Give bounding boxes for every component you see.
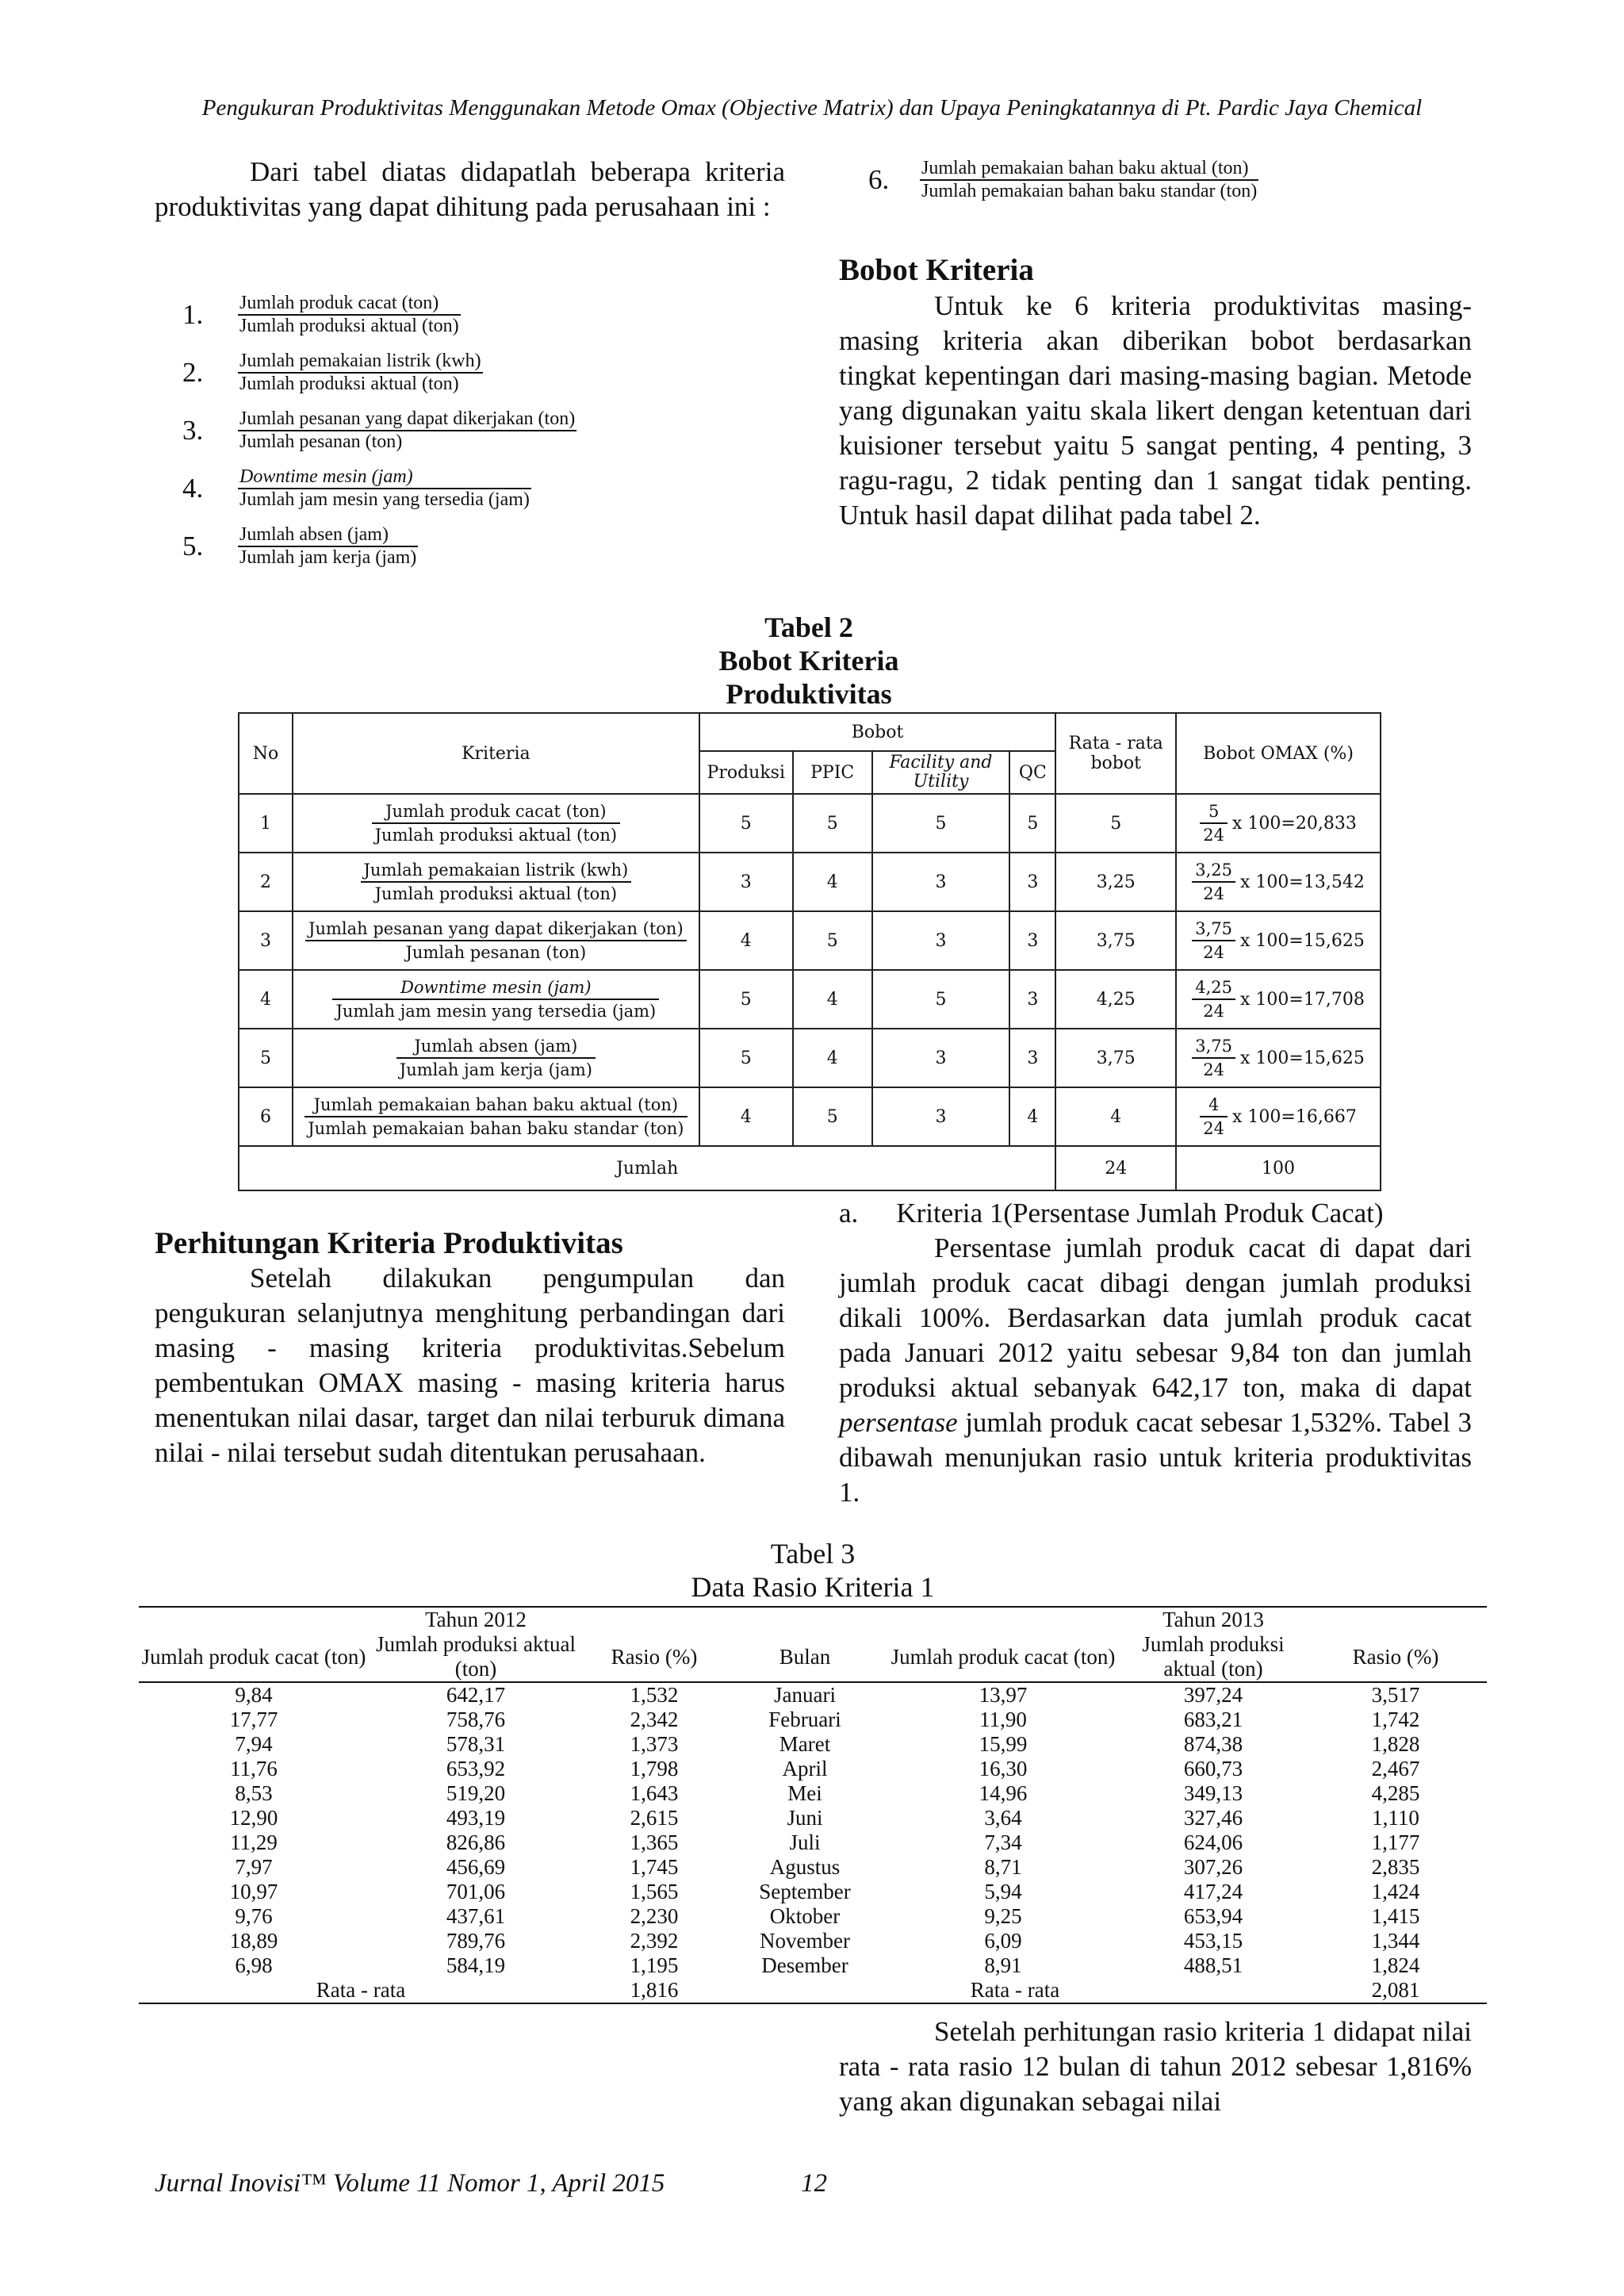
cell-ppic: 5 (793, 911, 872, 970)
cell: November (760, 1929, 850, 1953)
cell: 584,19 (446, 1953, 506, 1977)
cell-kriteria (293, 970, 699, 1029)
cell: 1,415 (1371, 1904, 1420, 1928)
cell: Juni (787, 1806, 823, 1830)
cell: 437,61 (446, 1904, 506, 1928)
cell: 4,285 (1371, 1781, 1420, 1805)
caption-line: Data Rasio Kriteria 1 (691, 1571, 935, 1603)
cell: April (782, 1757, 828, 1780)
cell-rata: 3,75 (1055, 1029, 1176, 1087)
cell: 7,97 (235, 1855, 273, 1879)
cell: 2,230 (630, 1904, 679, 1928)
cell-facility: 5 (872, 970, 1010, 1029)
cell-rata: 3,75 (1055, 911, 1176, 970)
kriteria1-text: jumlah produk cacat sebesar 1,532%. Tabel 3 dibawah menunjukan rasio untuk kriteria produktivitas 1. (839, 1407, 1473, 1508)
cell-kriteria (293, 1029, 699, 1087)
cell-rata: 4,25 (1055, 970, 1176, 1029)
criteria-item (182, 286, 658, 343)
cell: 417,24 (1183, 1880, 1243, 1903)
cell: 1,373 (630, 1732, 679, 1756)
fraction-denominator: 24 (1203, 1060, 1225, 1079)
cell: Agustus (769, 1855, 841, 1879)
header-kriteria: Kriteria (293, 713, 699, 794)
table-row (139, 1757, 1487, 1781)
table-row (239, 794, 1381, 853)
table-row (139, 1953, 1487, 1978)
fraction-numerator: Jumlah pemakaian listrik (kwh) (361, 861, 632, 883)
cell: Maret (779, 1732, 831, 1756)
cell: 493,19 (446, 1806, 506, 1830)
fraction-denominator: Jumlah jam mesin yang tersedia (jam) (335, 1002, 657, 1021)
cell: 1,824 (1371, 1953, 1420, 1977)
header-rata: Rata - rata bobot (1055, 713, 1176, 794)
cell-jumlah-omax: 100 (1176, 1146, 1381, 1190)
criteria-fraction (238, 351, 483, 395)
cell: 1,565 (630, 1880, 679, 1903)
cell: 2,615 (630, 1806, 679, 1830)
criteria-number: 1. (182, 298, 204, 330)
cell-avg-2012: 1,816 (583, 1978, 726, 2003)
section-title-bobot: Bobot Kriteria (839, 253, 1034, 287)
header-facility: Facility and Utility (872, 751, 1010, 794)
cell: 14,96 (979, 1781, 1028, 1805)
kriteria1-paragraph (839, 1231, 1472, 1510)
cell: 488,51 (1183, 1953, 1243, 1977)
cell: 12,90 (229, 1806, 278, 1830)
header-bobot: Bobot (699, 713, 1056, 751)
cell-omax (1176, 1029, 1381, 1087)
cell: 397,24 (1183, 1683, 1243, 1707)
omax-result: x 100=16,667 (1232, 1106, 1357, 1127)
list-marker: a. (839, 1198, 859, 1228)
fraction-numerator: Jumlah pemakaian bahan baku aktual (ton) (304, 1095, 687, 1117)
table-footer-row (239, 1146, 1381, 1190)
caption-line: Tabel 3 (770, 1538, 856, 1570)
cell-rata: 3,25 (1055, 853, 1176, 911)
table-row (239, 1029, 1381, 1087)
fraction-denominator: Jumlah produksi aktual (ton) (374, 884, 618, 903)
cell-no: 6 (239, 1087, 293, 1146)
table-row (139, 1830, 1487, 1855)
fraction-numerator: 4,25 (1192, 978, 1235, 1000)
cell: 1,828 (1371, 1732, 1420, 1756)
fraction-numerator: 4 (1200, 1095, 1228, 1117)
cell-facility: 3 (872, 853, 1010, 911)
header-rasio-2013: Rasio (%) (1304, 1632, 1487, 1682)
cell-jumlah-label: Jumlah (239, 1146, 1055, 1190)
table-row (239, 911, 1381, 970)
cell-omax (1176, 1087, 1381, 1146)
table-header-row (139, 1632, 1487, 1682)
table-row (139, 1781, 1487, 1806)
cell: 624,06 (1183, 1830, 1243, 1854)
header-year-2013: Tahun 2013 (1122, 1607, 1304, 1632)
cell: 9,76 (235, 1904, 273, 1928)
criteria-fraction (238, 293, 461, 337)
header-produksi-2012: Jumlah produksi aktual (ton) (369, 1632, 583, 1682)
cell: 5,94 (984, 1880, 1022, 1903)
cell: 17,77 (229, 1708, 278, 1731)
cell-kriteria (293, 911, 699, 970)
header-omax: Bobot OMAX (%) (1176, 713, 1381, 794)
fraction-denominator: 24 (1203, 1002, 1225, 1021)
criteria-fraction (920, 158, 1258, 202)
header-cacat-2012: Jumlah produk cacat (ton) (139, 1632, 369, 1682)
cell: 1,798 (630, 1757, 679, 1780)
cell: 18,89 (229, 1929, 278, 1953)
cell: 7,34 (984, 1830, 1022, 1854)
criteria-fraction (238, 408, 576, 453)
cell: 874,38 (1183, 1732, 1243, 1756)
cell: 683,21 (1183, 1708, 1243, 1731)
fraction-denominator: 24 (1203, 943, 1225, 962)
cell: 6,98 (235, 1953, 273, 1977)
fraction-denominator: 24 (1203, 884, 1225, 903)
cell-kriteria (293, 853, 699, 911)
cell: 1,742 (1371, 1708, 1420, 1731)
criteria-item (182, 401, 658, 459)
cell: Desember (761, 1953, 848, 1977)
cell: Juli (789, 1830, 821, 1854)
cell: 456,69 (446, 1855, 506, 1879)
cell-produksi: 3 (699, 853, 793, 911)
header-produksi-2013: Jumlah produksi aktual (ton) (1122, 1632, 1304, 1682)
cell: 15,99 (979, 1732, 1028, 1756)
cell-produksi: 5 (699, 794, 793, 853)
header-no: No (239, 713, 293, 794)
fraction-numerator: Jumlah pemakaian bahan baku aktual (ton) (920, 158, 1258, 181)
cell-rata: 5 (1055, 794, 1176, 853)
table-row (139, 1806, 1487, 1830)
fraction-denominator: Jumlah pesanan (ton) (405, 943, 587, 962)
table2-caption (619, 611, 999, 711)
fraction-denominator: Jumlah pemakaian bahan baku standar (ton) (921, 180, 1258, 201)
cell-ppic: 4 (793, 853, 872, 911)
cell-qc: 3 (1009, 853, 1055, 911)
criteria-item (182, 343, 658, 401)
fraction-numerator: 5 (1200, 802, 1228, 824)
bobot-text: Untuk ke 6 kriteria produktivitas masing-masing kriteria akan diberikan bobot berdasarkan tingkat kepentingan dari masing-masing bagian. Metode yang digunakan yaitu skala likert dengan ketentuan dari kuisioner tersebut yaitu 5 sangat penting, 4 penting, 3 ragu-ragu, 2 tidak penting dan 1 sangat tidak penting. Untuk hasil dapat dilihat pada tabel 2. (839, 290, 1472, 531)
fraction-numerator: Downtime mesin (jam) (238, 466, 531, 489)
cell: 653,92 (446, 1757, 506, 1780)
criteria-item-6 (868, 151, 1258, 209)
cell-ppic: 4 (793, 1029, 872, 1087)
caption-line: Tabel 2 (764, 611, 853, 643)
cell-kriteria (293, 1087, 699, 1146)
criteria-list (182, 286, 658, 575)
fraction-denominator: Jumlah jam kerja (jam) (399, 1060, 592, 1079)
cell: 8,53 (235, 1781, 273, 1805)
fraction-denominator: Jumlah jam mesin yang tersedia (jam) (239, 489, 530, 510)
cell: 1,424 (1371, 1880, 1420, 1903)
cell-jumlah-rata: 24 (1055, 1146, 1176, 1190)
cell-no: 1 (239, 794, 293, 853)
bobot-paragraph (839, 289, 1472, 533)
cell: 660,73 (1183, 1757, 1243, 1780)
cell: 2,342 (630, 1708, 679, 1731)
header-ppic: PPIC (793, 751, 872, 794)
cell: 11,29 (230, 1830, 278, 1854)
cell-facility: 3 (872, 1029, 1010, 1087)
cell-facility: 3 (872, 911, 1010, 970)
table-row (239, 853, 1381, 911)
cell: Oktober (769, 1904, 841, 1928)
cell-omax (1176, 911, 1381, 970)
intro-paragraph: Dari tabel diatas didapatlah beberapa kriteria produktivitas yang dapat dihitung pada perusahaan ini : (155, 156, 785, 222)
cell: Januari (774, 1683, 836, 1707)
cell: 3,517 (1371, 1683, 1420, 1707)
section-title-perhitungan: Perhitungan Kriteria Produktivitas (155, 1226, 623, 1260)
omax-result: x 100=15,625 (1240, 930, 1365, 951)
kriteria1-heading (839, 1196, 1472, 1231)
fraction-numerator: Jumlah pesanan yang dapat dikerjakan (ton) (305, 919, 687, 941)
cell: Mei (787, 1781, 822, 1805)
header-year-2012: Tahun 2012 (369, 1607, 583, 1632)
cell-ppic: 4 (793, 970, 872, 1029)
fraction-numerator: Jumlah absen (jam) (238, 524, 418, 547)
cell: 642,17 (446, 1683, 506, 1707)
cell: 9,25 (984, 1904, 1022, 1928)
cell: 327,46 (1183, 1806, 1243, 1830)
omax-result: x 100=15,625 (1240, 1048, 1365, 1068)
omax-result: x 100=13,542 (1240, 872, 1365, 892)
criteria-fraction (238, 524, 418, 569)
cell-rata: 4 (1055, 1087, 1176, 1146)
cell-qc: 4 (1009, 1087, 1055, 1146)
running-header: Pengukuran Produktivitas Menggunakan Metode Omax (Objective Matrix) dan Upaya Peningkatannya di Pt. Pardic Jaya Chemical (201, 95, 1423, 121)
cell: 1,365 (630, 1830, 679, 1854)
cell: 3,64 (984, 1806, 1022, 1830)
cell: Februari (768, 1708, 841, 1731)
cell: 1,643 (630, 1781, 679, 1805)
cell-omax (1176, 853, 1381, 911)
kriteria1-title: Kriteria 1(Persentase Jumlah Produk Cacat) (896, 1198, 1384, 1228)
table-row (139, 1904, 1487, 1929)
header-rasio-2012: Rasio (%) (583, 1632, 726, 1682)
cell-produksi: 4 (699, 911, 793, 970)
table-row (139, 1929, 1487, 1953)
cell: 2,467 (1371, 1757, 1420, 1780)
fraction-numerator: 3,25 (1192, 861, 1235, 883)
cell: 8,71 (984, 1855, 1022, 1879)
cell: 701,06 (446, 1880, 506, 1903)
table-row (139, 1855, 1487, 1880)
fraction-denominator: Jumlah pesanan (ton) (239, 431, 403, 452)
omax-result: x 100=17,708 (1240, 989, 1365, 1010)
criteria-item (182, 517, 658, 575)
criteria-fraction (238, 466, 531, 511)
cell-kriteria (293, 794, 699, 853)
fraction-numerator: Jumlah produk cacat (ton) (238, 293, 461, 316)
perhitungan-paragraph: Setelah dilakukan pengumpulan dan pengukuran selanjutnya menghitung perbandingan dari masing - masing kriteria produktivitas.Sebelum pembentukan OMAX masing - masing kriteria harus menentukan nilai dasar, target dan nilai terburuk dimana nilai - nilai tersebut sudah ditentukan perusahaan. (155, 1263, 785, 1468)
cell: 826,86 (446, 1830, 506, 1854)
header-qc: QC (1009, 751, 1055, 794)
cell: September (759, 1880, 851, 1903)
fraction-numerator: Jumlah pesanan yang dapat dikerjakan (ton) (238, 408, 576, 431)
cell-no: 2 (239, 853, 293, 911)
criteria-number: 2. (182, 356, 204, 388)
cell: 16,30 (979, 1757, 1028, 1780)
fraction-denominator: Jumlah produksi aktual (ton) (239, 373, 459, 394)
cell: 453,15 (1183, 1929, 1243, 1953)
cell: 2,835 (1371, 1855, 1420, 1879)
criteria-number: 4. (182, 472, 204, 504)
header-produksi: Produksi (699, 751, 793, 794)
cell-produksi: 5 (699, 1029, 793, 1087)
fraction-denominator: 24 (1203, 1119, 1225, 1138)
table-row (139, 1732, 1487, 1757)
caption-line: Produktivitas (726, 678, 892, 710)
fraction-denominator: Jumlah jam kerja (jam) (239, 546, 417, 568)
journal-footer: Jurnal Inovisi™ Volume 11 Nomor 1, April 2015 (155, 2169, 665, 2198)
table-average-row (139, 1978, 1487, 2003)
cell: 1,745 (630, 1855, 679, 1879)
cell: 578,31 (446, 1732, 506, 1756)
fraction-numerator: Downtime mesin (jam) (332, 978, 659, 1000)
table-data-rasio (139, 1606, 1487, 2004)
cell-produksi: 4 (699, 1087, 793, 1146)
cell-qc: 3 (1009, 970, 1055, 1029)
cell: 8,91 (984, 1953, 1022, 1977)
table-row (139, 1880, 1487, 1904)
header-bulan: Bulan (726, 1632, 884, 1682)
cell-avg-label-2012: Rata - rata (139, 1978, 583, 2003)
cell-no: 5 (239, 1029, 293, 1087)
cell: 6,09 (984, 1929, 1022, 1953)
fraction-numerator: 3,75 (1192, 1037, 1235, 1059)
table-header-row (239, 713, 1381, 751)
fraction-numerator: Jumlah pemakaian listrik (kwh) (238, 351, 483, 374)
cell: 1,177 (1371, 1830, 1420, 1854)
fraction-denominator: Jumlah pemakaian bahan baku standar (ton) (308, 1119, 684, 1138)
fraction-numerator: Jumlah absen (jam) (396, 1037, 596, 1059)
cell: 653,94 (1183, 1904, 1243, 1928)
cell-no: 4 (239, 970, 293, 1029)
cell: 9,84 (235, 1683, 273, 1707)
table-bobot-kriteria (238, 712, 1381, 1191)
cell: 307,26 (1183, 1855, 1243, 1879)
cell-qc: 3 (1009, 911, 1055, 970)
header-cacat-2013: Jumlah produk cacat (ton) (884, 1632, 1122, 1682)
criteria-item (182, 459, 658, 517)
cell-facility: 3 (872, 1087, 1010, 1146)
cell: 349,13 (1183, 1781, 1243, 1805)
cell: 1,344 (1371, 1929, 1420, 1953)
table-row (139, 1682, 1487, 1708)
caption-line: Bobot Kriteria (718, 645, 899, 677)
cell: 1,532 (630, 1683, 679, 1707)
page-number: 12 (801, 2169, 827, 2198)
cell: 789,76 (446, 1929, 506, 1953)
cell: 10,97 (229, 1880, 278, 1903)
cell-facility: 5 (872, 794, 1010, 853)
criteria-number: 3. (182, 414, 204, 446)
cell: 758,76 (446, 1708, 506, 1731)
cell-ppic: 5 (793, 794, 872, 853)
fraction-denominator: Jumlah produksi aktual (ton) (374, 826, 618, 845)
table-year-row (139, 1607, 1487, 1632)
table-row (239, 1087, 1381, 1146)
cell-avg-2013: 2,081 (1304, 1978, 1487, 2003)
cell-qc: 3 (1009, 1029, 1055, 1087)
cell: 13,97 (979, 1683, 1028, 1707)
kriteria1-text: Persentase jumlah produk cacat di dapat dari jumlah produk cacat dibagi dengan jumlah produksi dikali 100%. Berdasarkan data jumlah produk cacat pada Januari 2012 yaitu sebesar 9,84 ton dan jumlah produksi aktual sebanyak 642,17 ton, maka di dapat (839, 1232, 1472, 1403)
table-row (139, 1708, 1487, 1732)
cell-qc: 5 (1009, 794, 1055, 853)
cell-omax (1176, 970, 1381, 1029)
fraction-denominator: Jumlah produksi aktual (ton) (239, 315, 459, 336)
fraction-denominator: 24 (1203, 826, 1225, 845)
cell-ppic: 5 (793, 1087, 872, 1146)
kriteria1-emphasis: persentase (839, 1407, 958, 1438)
fraction-numerator: Jumlah produk cacat (ton) (372, 802, 620, 824)
criteria-number: 6. (868, 163, 890, 195)
cell-omax (1176, 794, 1381, 853)
cell: 2,392 (630, 1929, 679, 1953)
cell-produksi: 5 (699, 970, 793, 1029)
closing-paragraph: Setelah perhitungan rasio kriteria 1 didapat nilai rata - rata rasio 12 bulan di tahun 2012 sebesar 1,816% yang akan digunakan sebagai nilai (839, 2016, 1472, 2117)
fraction-numerator: 3,75 (1192, 919, 1235, 941)
cell: 7,94 (235, 1732, 273, 1756)
cell: 1,195 (630, 1953, 679, 1977)
cell-avg-label-2013: Rata - rata (726, 1978, 1304, 2003)
cell: 519,20 (446, 1781, 506, 1805)
criteria-number: 5. (182, 530, 204, 562)
cell: 11,76 (230, 1757, 278, 1780)
table3-caption (555, 1537, 1071, 1604)
cell-no: 3 (239, 911, 293, 970)
omax-result: x 100=20,833 (1232, 813, 1357, 834)
cell: 11,90 (979, 1708, 1027, 1731)
table-row (239, 970, 1381, 1029)
cell: 1,110 (1372, 1806, 1419, 1830)
